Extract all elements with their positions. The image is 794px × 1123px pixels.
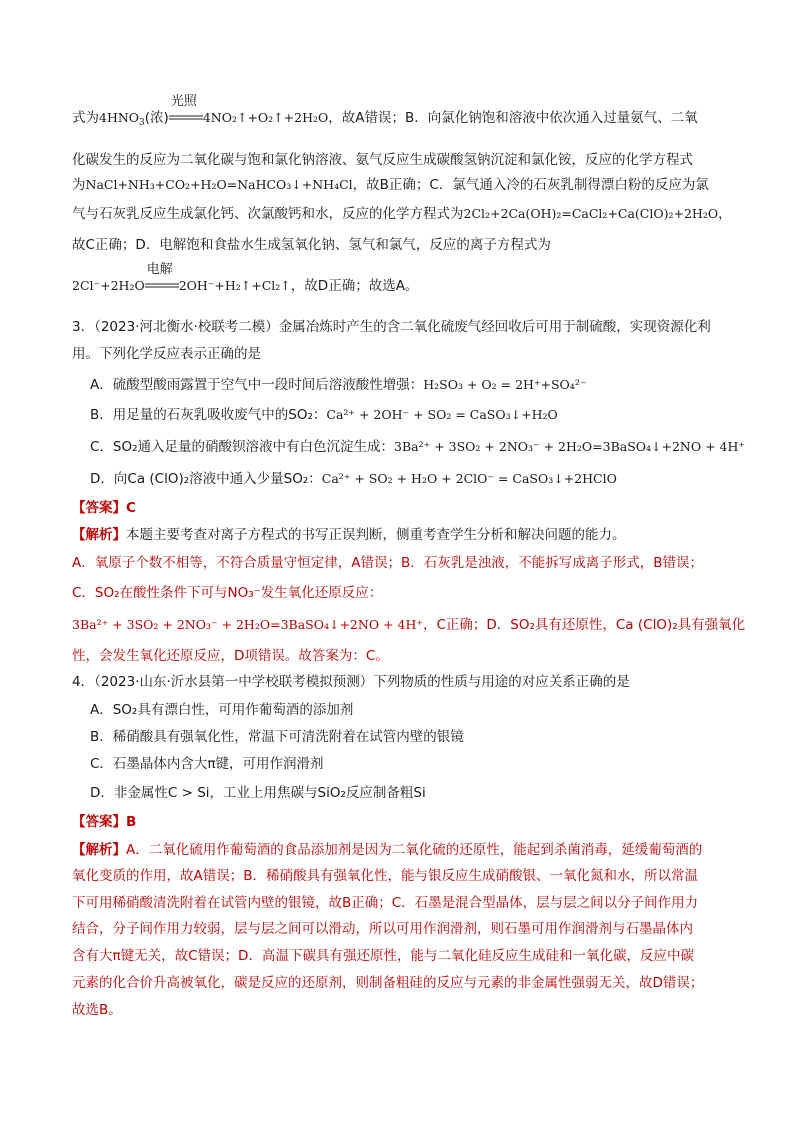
option-text: A．硫酸型酸雨露置于空气中一段时间后溶液酸性增强： [90, 377, 424, 393]
condition-label: 光照 [170, 94, 197, 109]
exp-line-4 [72, 205, 732, 223]
equation: Ca²⁺ + 2OH⁻ + SO₂ = CaSO₃↓+H₂O [326, 407, 558, 422]
option-text: D．向Ca (ClO)₂溶液中通入少量SO₂： [90, 471, 322, 487]
q4-explanation-5: 含有大π键无关，故C错误；D．高温下碳具有强还原性，能与二氧化硅反应生成硅和一氧化碳，反应中碳 [72, 948, 694, 964]
equation-part: 4HNO [99, 110, 140, 125]
q4-explanation-7: 故选B。 [72, 1002, 122, 1018]
exp-line-5: 故C正确；D．电解饱和食盐水生成氢氧化钠、氢气和氯气，反应的离子方程式为 [72, 237, 551, 253]
q3-explanation-5: 性，会发生氧化还原反应，D项错误。故答案为：C。 [72, 648, 389, 664]
q3-explanation-3: C．SO₂在酸性条件下可与NO₃⁻发生氧化还原反应： [72, 585, 383, 601]
equation: H₂SO₃ + O₂ = 2H⁺+SO₄²⁻ [423, 377, 587, 392]
option-text: B．用足量的石灰乳吸收废气中的SO₂： [90, 407, 327, 423]
condition-label: 电解 [146, 262, 173, 277]
equation-part: 2OH⁻+H₂↑+Cl₂↑ [178, 278, 291, 293]
q3-option-b [90, 406, 558, 424]
exp-line-3 [72, 176, 709, 194]
q4-explanation-3: 下可用稀硝酸清洗附着在试管内壁的银镜，故B正确；C．石墨是混合型晶体，层与层之间以分子间作用力 [72, 895, 699, 911]
text: ，故A错误；B．向氯化钠饱和溶液中依次通入过量氨气、二氧 [328, 110, 698, 126]
text: ，C正确；D．SO₂具有还原性，Ca (ClO)₂具有强氧化 [422, 617, 746, 633]
q3-option-a [90, 376, 586, 394]
q3-answer: 【答案】C [72, 500, 136, 516]
equation: 3Ba²⁺ + 3SO₂ + 2NO₃⁻ + 2H₂O=3BaSO₄↓+2NO + 4H⁺ [394, 439, 745, 454]
option-text: C．SO₂通入足量的硝酸钡溶液中有白色沉淀生成： [90, 439, 395, 455]
text: A．二氧化硫用作葡萄酒的食品添加剂是因为二氧化硫的还原性，能起到杀菌消毒，延缓葡萄酒的 [126, 842, 703, 858]
q4-option-d: D．非金属性C > Si，工业上用焦碳与SiO₂反应制备粗Si [90, 785, 426, 801]
q4-answer: 【答案】B [72, 814, 137, 830]
equation: Ca²⁺ + SO₂ + H₂O + 2ClO⁻ = CaSO₃↓+2HClO [321, 471, 617, 486]
exp-line-1 [72, 94, 698, 132]
q4-explanation-4: 结合，分子间作用力较弱，层与层之间可以滑动，所以可用作润滑剂，则石墨可用作润滑剂与石墨晶体内 [72, 921, 693, 937]
reaction-condition-arrow [145, 262, 179, 295]
equals-bar-icon [169, 109, 203, 127]
subscript: 3 [139, 118, 145, 128]
text: 气与石灰乳反应生成氯化钙、次氯酸钙和水，反应的化学方程式为 [72, 206, 464, 222]
q3-stem-line-1: 3．（2023·河北衡水·校联考二模）金属冶炼时产生的含二氧化硫废气经回收后可用于制硫酸，实现资源化利 [72, 319, 711, 335]
q3-explanation-2: A．氧原子个数不相等，不符合质量守恒定律，A错误；B．石灰乳是浊液，不能拆写成离子形式，B错误； [72, 555, 703, 571]
text: (浓) [144, 110, 169, 126]
q3-explanation-1 [72, 526, 626, 544]
q4-explanation-2: 氧化变质的作用，故A错误；B．稀硝酸具有强氧化性，能与银反应生成硝酸银、一氧化氮和水，所以常温 [72, 868, 698, 884]
q3-option-d [90, 470, 617, 488]
equation: 2Cl₂+2Ca(OH)₂=CaCl₂+Ca(ClO)₂+2H₂O [463, 206, 719, 221]
text: 本题主要考查对离子方程式的书写正误判断，侧重考查学生分析和解决问题的能力。 [126, 527, 626, 543]
q3-option-c [90, 438, 745, 456]
q3-explanation-4 [72, 616, 745, 634]
equation-part: 4NO₂↑+O₂↑+2H₂O [202, 110, 329, 125]
q4-option-c: C．石墨晶体内含大π键，可用作润滑剂 [90, 756, 324, 772]
reaction-condition-arrow [169, 94, 203, 127]
exp-line-2: 化碳发生的反应为二氧化碳与饱和氯化钠溶液、氨气反应生成碳酸氢钠沉淀和氯化铵，反应的化学方程式 [72, 152, 693, 168]
equation: NaCl+NH₃+CO₂+H₂O=NaHCO₃↓+NH₄Cl [85, 177, 353, 192]
q3-stem-line-2: 用。下列化学反应表示正确的是 [72, 346, 261, 362]
q4-stem: 4．（2023·山东·沂水县第一中学校联考模拟预测）下列物质的性质与用途的对应关系正确的是 [72, 674, 630, 690]
q4-explanation-1 [72, 841, 702, 859]
q4-explanation-6: 元素的化合价升高被氧化，碳是反应的还原剂，则制备粗硅的反应与元素的非金属性强弱无关，故D错误； [72, 975, 704, 991]
q4-option-b: B．稀硝酸具有强氧化性，常温下可清洗附着在试管内壁的银镜 [90, 729, 464, 745]
equation-part: 2Cl⁻+2H₂O [72, 278, 145, 293]
equation: 3Ba²⁺ + 3SO₂ + 2NO₃⁻ + 2H₂O=3BaSO₄↓+2NO + 4H⁺ [72, 617, 423, 632]
equals-bar-icon [145, 277, 179, 295]
text: ，故B正确；C．氯气通入冷的石灰乳制得漂白粉的反应为氯 [352, 177, 709, 193]
text: ，故D正确；故选A。 [290, 278, 419, 294]
explanation-label: 【解析】 [72, 527, 126, 543]
q4-option-a: A．SO₂具有漂白性，可用作葡萄酒的添加剂 [90, 702, 354, 718]
explanation-label: 【解析】 [72, 842, 126, 858]
text: 为 [72, 177, 86, 193]
text: ， [718, 206, 732, 222]
text: 式为 [72, 110, 99, 126]
exp-line-6 [72, 262, 419, 295]
